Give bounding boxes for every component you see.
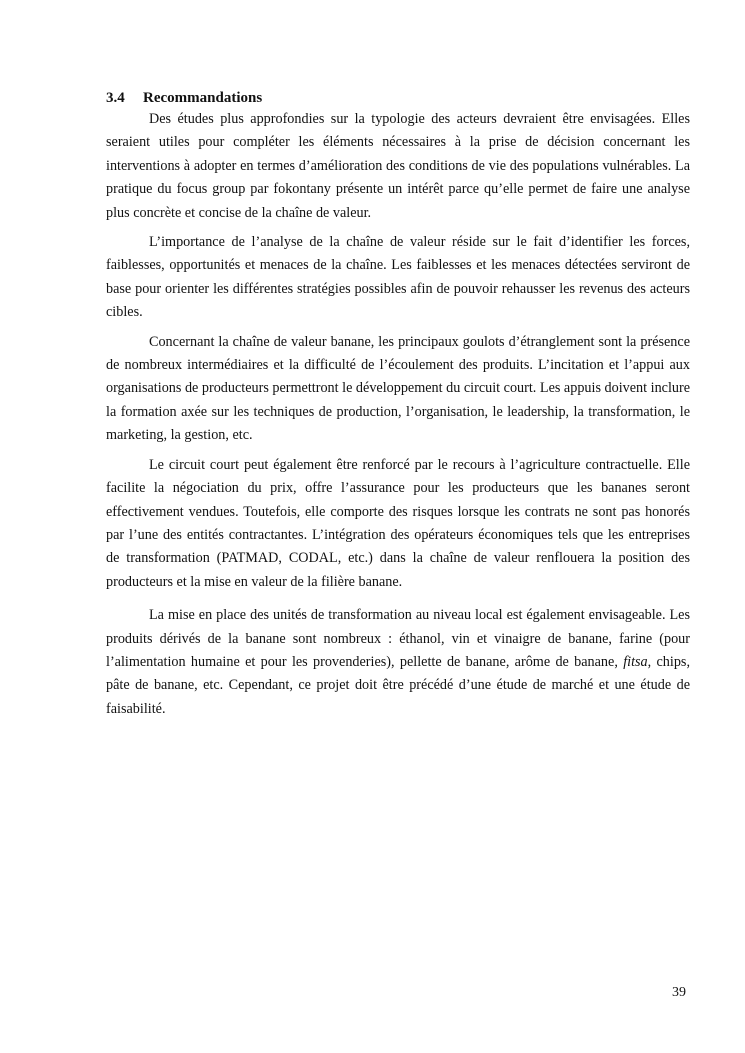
paragraph-1: Des études plus approfondies sur la typologie des acteurs devraient être envisagées. Elles seraient utiles pour compléter les éléments nécessaires à la prise de décision concernant les interventions à adopter en termes d’amélioration des conditions de vie des populations vulnérables. La pratique du focus group par fokontany présente un intérêt parce qu’elle permet de faire une analyse plus concrète et concise de la chaîne de valeur. bbox=[106, 111, 690, 221]
section-heading bbox=[106, 88, 690, 108]
paragraph-2: L’importance de l’analyse de la chaîne de valeur réside sur le fait d’identifier les forces, faiblesses, opportunités et menaces de la chaîne. Les faiblesses et les menaces détectées serviront de base pour orienter les différentes stratégies possibles afin de pouvoir rehausser les revenus des acteurs cibles. bbox=[106, 234, 690, 321]
document-page bbox=[106, 88, 690, 727]
section-title: Recommandations bbox=[143, 90, 263, 106]
paragraph-5-italic-term: fitsa bbox=[623, 653, 648, 670]
paragraph-5-text-end: , chips, pâte de banane, etc. Cependant, ce projet doit être précédé d’une étude de marché et une étude de faisabilité. bbox=[106, 653, 690, 717]
paragraph-4: Le circuit court peut également être renforcé par le recours à l’agriculture contractuelle. Elle facilite la négociation du prix, offre l’assurance pour les producteurs que les bananes seront effectivement vendues. Toutefois, elle comporte des risques lorsque les contrats ne sont pas honorés par l’une des entités contractantes. L’intégration des opérateurs économiques tels que les entreprises de transformation (PATMAD, CODAL, etc.) dans la chaîne de valeur renflouera la position des producteurs et la mise en valeur de la filière banane. bbox=[106, 456, 690, 590]
paragraph-5 bbox=[106, 604, 690, 721]
paragraph-3: Concernant la chaîne de valeur banane, les principaux goulots d’étranglement sont la présence de nombreux intermédiaires et la difficulté de l’écoulement des produits. L’incitation et l’appui aux organisations de producteurs permettront le développement du circuit court. Les appuis doivent inclure la formation axée sur les techniques de production, l’organisation, le leadership, la transformation, le marketing, la gestion, etc. bbox=[106, 333, 691, 444]
page-number: 39 bbox=[672, 985, 686, 1000]
paragraph-5-text-start: La mise en place des unités de transformation au niveau local est également envisageable. Les produits dérivés de la banane sont nombreux : éthanol, vin et vinaigre de banane, farine (pour l’alimentation humaine et pour les provenderies), pellette de banane, arôme de banane, bbox=[106, 607, 690, 670]
section-number: 3.4 bbox=[106, 90, 125, 106]
